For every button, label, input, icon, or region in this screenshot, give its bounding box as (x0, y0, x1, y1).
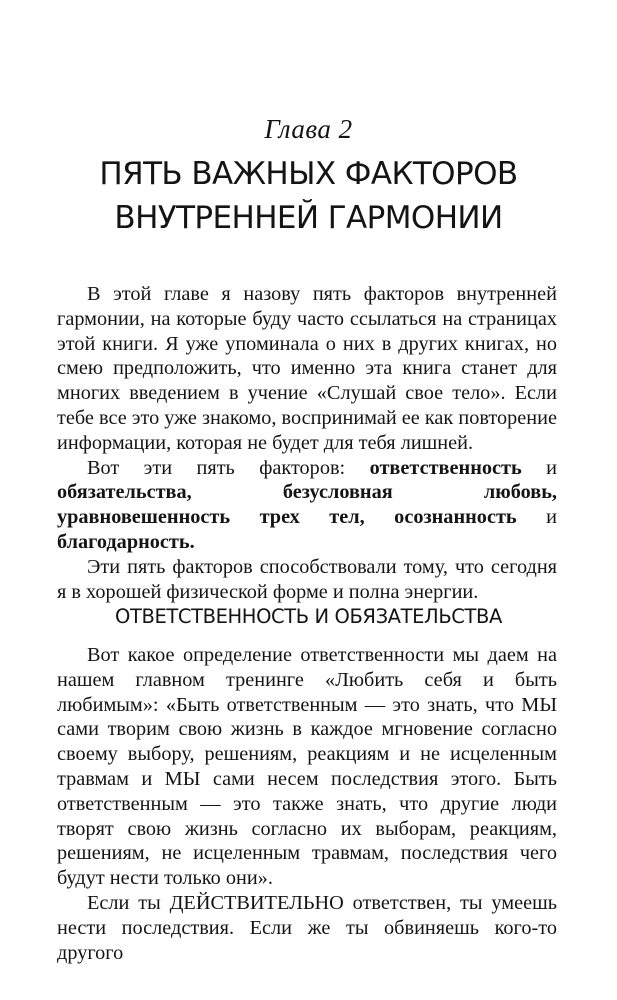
intro-paragraph-3: Эти пять факторов способствовали тому, что сегодня я в хорошей физической форме и полна энергии. (57, 555, 557, 603)
chapter-label: Глава 2 (264, 114, 353, 144)
conjunction: и (521, 456, 557, 479)
chapter-title-line-2: ВНУТРЕННЕЙ ГАРМОНИИ (114, 200, 503, 236)
chapter-title (0, 152, 617, 240)
factor-responsibility: ответственность (369, 456, 522, 479)
intro-text (57, 282, 557, 604)
intro-paragraph-1: В этой главе я назову пять факторов внутренней гармонии, на которые буду часто ссылаться на страницах этой книги. Я уже упоминала о них в других книгах, но смею предположить, что именно эта книга станет для многих введением в учение «Слушай свое тело». Если тебе все это уже знакомо, воспринимай ее как повторение информации, которая не будет для тебя лишней. (57, 283, 557, 454)
conjunction: и (516, 506, 557, 529)
section-text (57, 643, 557, 965)
factors-list: обязательства, безусловная любовь, уравновешенность трех тел, осознанность (57, 481, 557, 529)
factors-lead: Вот эти пять факторов: (87, 456, 370, 479)
section-paragraph-1: Вот какое определение ответственности мы даем на нашем главном тренинге «Любить себя и быть любимым»: «Быть ответственным — это знать, что МЫ сами творим свою жизнь в каждое мгновение согласно своему выбору, решениям, реакциям и не исцеленным травмам и МЫ сами несем последствия этого. Быть ответственным — это также знать, что другие люди творят свою жизнь согласно их выборам, реакциям, решениям, не исцеленным травмам, последствия чего будут нести только они». (57, 644, 557, 890)
intro-paragraph-2 (57, 456, 557, 555)
section-paragraph-2: Если ты ДЕЙСТВИТЕЛЬНО ответствен, ты умеешь нести последствия. Если же ты обвиняешь кого-то другого (57, 891, 557, 964)
factor-gratitude: благодарность. (57, 530, 195, 553)
section-heading: ОТВЕТСТВЕННОСТЬ И ОБЯЗАТЕЛЬСТВА (115, 605, 502, 628)
chapter-title-line-1: ПЯТЬ ВАЖНЫХ ФАКТОРОВ (99, 156, 518, 192)
